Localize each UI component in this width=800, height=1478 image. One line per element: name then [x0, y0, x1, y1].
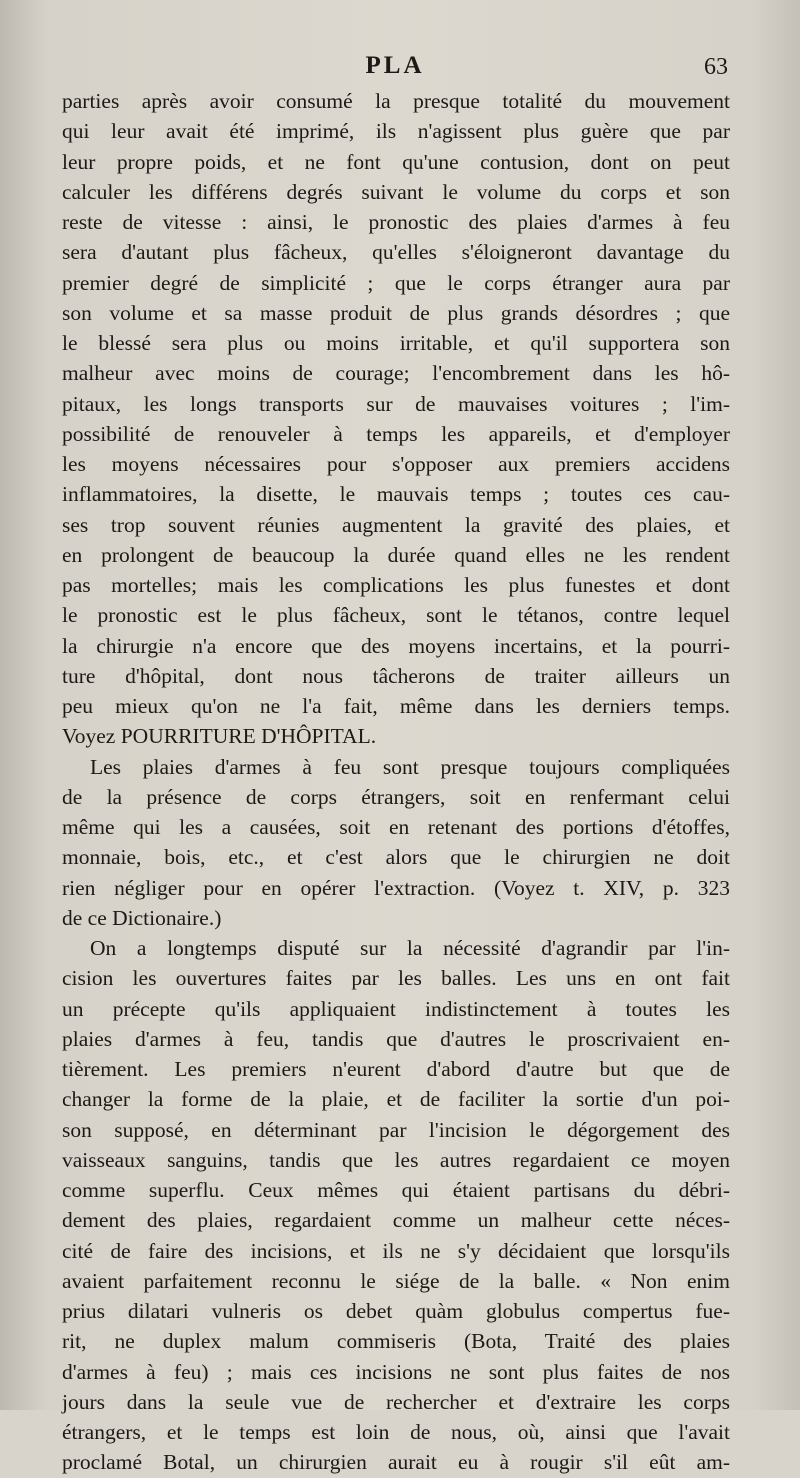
text-line: plaies d'armes à feu, tandis que d'autres le proscrivaient en- [62, 1026, 730, 1051]
text-line: le pronostic est le plus fâcheux, sont le tétanos, contre lequel [62, 603, 730, 628]
text-line: possibilité de renouveler à temps les appareils, et d'employer [62, 421, 730, 446]
text-line: reste de vitesse : ainsi, le pronostic des plaies d'armes à feu [62, 210, 730, 234]
text-line: cision les ouvertures faites par les balles. Les uns en ont fait [62, 966, 730, 991]
body-text [62, 86, 730, 1478]
text-line: vaisseaux sanguins, tandis que les autres regardaient ce moyen [62, 1147, 730, 1172]
text-line: de la présence de corps étrangers, soit en renfermant celui [62, 784, 730, 809]
text-line: changer la forme de la plaie, et de faciliter la sortie d'un poi- [62, 1087, 730, 1112]
text-line: même qui les a causées, soit en retenant des portions d'étoffes, [62, 815, 730, 839]
text-line: son supposé, en déterminant par l'incision le dégorgement des [62, 1117, 730, 1142]
text-line: ses trop souvent réunies augmentent la gravité des plaies, et [62, 512, 730, 537]
text-line: ture d'hôpital, dont nous tâcherons de traiter ailleurs un [62, 663, 730, 688]
text-line: calculer les différens degrés suivant le volume du corps et son [62, 179, 730, 204]
text-line: d'armes à feu) ; mais ces incisions ne sont plus faites de nos [62, 1359, 730, 1384]
text-line: le blessé sera plus ou moins irritable, et qu'il supportera son [62, 331, 730, 355]
text-line: Les plaies d'armes à feu sont presque toujours compliquées [90, 754, 730, 779]
text-line: son volume et sa masse produit de plus grands désordres ; que [62, 300, 730, 325]
text-line: la chirurgie n'a encore que des moyens incertains, et la pourri- [62, 633, 730, 658]
text-line: pas mortelles; mais les complications les plus funestes et dont [62, 573, 730, 597]
text-line: monnaie, bois, etc., et c'est alors que le chirurgien ne doit [62, 845, 730, 870]
text-line: jours dans la seule vue de rechercher et d'extraire les corps [62, 1389, 730, 1414]
running-head: PLA [365, 52, 425, 79]
text-line: inflammatoires, la disette, le mauvais temps ; toutes ces cau- [62, 482, 730, 507]
text-line: malheur avec moins de courage; l'encombrement dans les hô- [62, 361, 730, 386]
text-line: les moyens nécessaires pour s'opposer aux premiers accidens [62, 452, 730, 476]
text-line: rit, ne duplex malum commiseris (Bota, Traité des plaies [62, 1329, 730, 1354]
text-line: premier degré de simplicité ; que le corps étranger aura par [62, 270, 730, 295]
text-line: qui leur avait été imprimé, ils n'agissent plus guère que par [62, 119, 730, 144]
text-line: parties après avoir consumé la presque totalité du mouvement [62, 89, 730, 113]
text-line: un précepte qu'ils appliquaient indistinctement à toutes les [62, 996, 730, 1021]
text-line: en prolongent de beaucoup la durée quand elles ne les rendent [62, 542, 730, 567]
text-line: tièrement. Les premiers n'eurent d'abord d'autre but que de [62, 1057, 730, 1081]
text-line: cité de faire des incisions, et ils ne s'y décidaient que lorsqu'ils [62, 1238, 730, 1263]
text-line: prius dilatari vulneris os debet quàm globulus compertus fue- [62, 1299, 730, 1323]
text-line: dement des plaies, regardaient comme un malheur cette néces- [62, 1208, 730, 1233]
text-line: proclamé Botal, un chirurgien aurait eu à rougir s'il eût am- [62, 1450, 730, 1475]
text-line: étrangers, et le temps est loin de nous, où, ainsi que l'avait [62, 1420, 730, 1444]
text-line: peu mieux qu'on ne l'a fait, même dans les derniers temps. [62, 694, 730, 718]
text-line: de ce Dictionaire.) [62, 905, 222, 930]
text-line: pitaux, les longs transports sur de mauvaises voitures ; l'im- [62, 391, 730, 416]
text-line: Voyez POURRITURE D'HÔPITAL. [62, 724, 377, 749]
text-line: sera d'autant plus fâcheux, qu'elles s'éloigneront davantage du [62, 240, 730, 265]
text-line: rien négliger pour en opérer l'extraction. (Voyez t. XIV, p. 323 [62, 875, 730, 900]
page-number: 63 [704, 54, 728, 80]
text-line: leur propre poids, et ne font qu'une contusion, dont on peut [62, 149, 730, 174]
page-header [62, 52, 728, 86]
text-line: comme superflu. Ceux mêmes qui étaient partisans du débri- [62, 1178, 730, 1202]
text-line: On a longtemps disputé sur la nécessité d'agrandir par l'in- [90, 936, 730, 960]
text-line: avaient parfaitement reconnu le siége de la balle. « Non enim [62, 1268, 730, 1293]
